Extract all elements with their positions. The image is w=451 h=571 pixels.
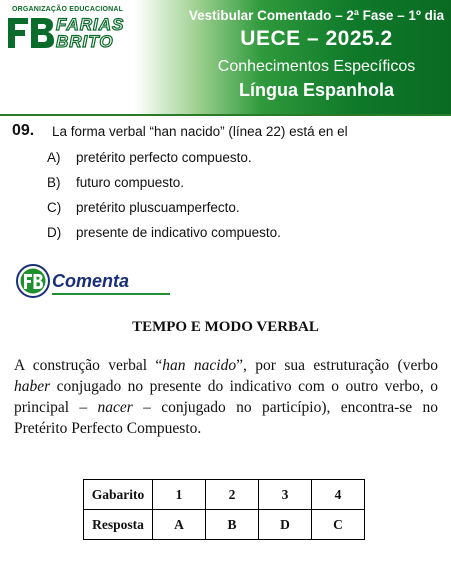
option-letter: D) — [47, 225, 62, 240]
commentary-paragraph — [14, 355, 438, 439]
option-d — [47, 225, 281, 240]
logo-word-brito: BRITO — [56, 32, 114, 51]
table-row-label: Gabarito — [84, 480, 153, 510]
option-c — [47, 200, 240, 215]
exam-subject: Língua Espanhola — [238, 80, 394, 100]
comenta-logo-icon — [16, 264, 50, 298]
question-stem: La forma verbal “han nacido” (línea 22) está en el — [52, 124, 348, 139]
commentary-italic-term: haber — [14, 378, 51, 395]
commentary-text: A construção verbal “ — [14, 357, 163, 374]
page-header — [0, 0, 451, 114]
option-text: futuro compuesto. — [76, 175, 185, 190]
table-cell: 1 — [153, 480, 206, 510]
comenta-heading — [16, 264, 166, 298]
farias-brito-logo — [6, 6, 138, 52]
table-cell: B — [206, 510, 259, 540]
table-cell: C — [312, 510, 365, 540]
logo-word-farias: FARIAS — [56, 15, 125, 34]
option-a — [47, 150, 252, 165]
table-cell: 3 — [259, 480, 312, 510]
option-text: presente de indicativo compuesto. — [76, 225, 281, 240]
table-cell: 4 — [312, 480, 365, 510]
table-row — [84, 510, 365, 540]
commentary-italic-term: han nacido — [162, 357, 237, 374]
exam-section: Conhecimentos Específicos — [217, 58, 416, 75]
header-divider — [0, 114, 451, 116]
table-cell: D — [259, 510, 312, 540]
commentary-text: ”, por sua estruturação (verbo — [236, 357, 438, 374]
option-text: pretérito pluscuamperfecto. — [76, 200, 240, 215]
table-cell: A — [153, 510, 206, 540]
table-cell: 2 — [206, 480, 259, 510]
option-letter: B) — [47, 175, 61, 190]
table-row-label: Resposta — [84, 510, 153, 540]
logo-org-text: ORGANIZAÇÃO EDUCACIONAL — [12, 6, 124, 13]
option-b — [47, 175, 184, 190]
commentary-text: – conjugado no particípio), encontra-se no Pretérito Perfecto Compuesto. — [14, 399, 438, 437]
option-text: pretérito perfecto compuesto. — [76, 150, 252, 165]
commentary-text: conjugado no presente do indicativo com o outro verbo, o principal – — [14, 378, 438, 416]
question-number: 09. — [12, 122, 35, 139]
answer-table — [83, 479, 365, 540]
option-letter: C) — [47, 200, 62, 215]
fb-logo-icon — [6, 16, 56, 50]
comenta-label: Comenta — [52, 271, 130, 291]
commentary-title: TEMPO E MODO VERBAL — [132, 319, 319, 335]
option-letter: A) — [47, 150, 61, 165]
commentary-italic-term: nacer — [97, 399, 133, 416]
comenta-underline — [52, 293, 170, 295]
table-row — [84, 480, 365, 510]
exam-subtitle: Vestibular Comentado – 2ª Fase – 1º dia — [188, 8, 445, 23]
exam-title: UECE – 2025.2 — [240, 27, 393, 50]
